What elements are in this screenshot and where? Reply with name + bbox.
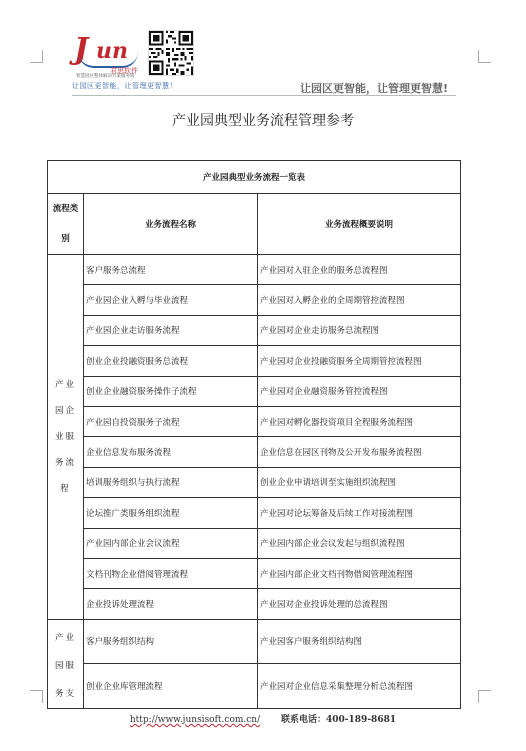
process-desc: 创业企业申请培训至实施组织流程图 [258, 467, 461, 497]
process-name: 培训服务组织与执行流程 [84, 467, 258, 497]
table-row [48, 619, 461, 664]
table-row [48, 437, 461, 467]
table-row [48, 315, 461, 345]
process-name: 企业信息发布服务流程 [84, 437, 258, 467]
logo-company-name: 君思软件 [110, 67, 138, 75]
table-row [48, 467, 461, 497]
crop-mark-top-right [478, 50, 491, 63]
table-row [48, 589, 461, 619]
process-desc: 产业园对企业融资服务管控流程图 [258, 376, 461, 406]
page-footer [0, 712, 526, 725]
process-desc: 产业园对企业信息采集整理分析总流程图 [258, 664, 461, 709]
process-name: 企业投诉处理流程 [84, 589, 258, 619]
qr-code-icon [148, 30, 194, 76]
table-header-row [48, 194, 461, 255]
table-title-row [48, 161, 461, 194]
crop-mark-top-left [30, 50, 43, 63]
table-row [48, 285, 461, 315]
table-row [48, 376, 461, 406]
process-desc: 产业园内部企业会议发起与组织流程图 [258, 528, 461, 558]
process-name: 客户服务总流程 [84, 255, 258, 285]
process-name: 文档刊物企业借阅管理流程 [84, 558, 258, 588]
process-table [47, 160, 461, 709]
footer-phone: 联系电话：400-189-8681 [281, 715, 397, 725]
logo-letters-un: un [96, 38, 128, 64]
document-title: 产业园典型业务流程管理参考 [172, 113, 354, 129]
process-desc: 产业园对孵化器投资项目全程服务流程图 [258, 406, 461, 436]
process-desc: 产业园对入驻企业的服务总流程图 [258, 255, 461, 285]
table-row [48, 255, 461, 285]
table-row [48, 528, 461, 558]
logo-letter-j: J [74, 32, 88, 67]
process-desc: 产业园对论坛筹备及后续工作对接流程图 [258, 498, 461, 528]
process-desc: 产业园对企业投诉处理的总流程图 [258, 589, 461, 619]
table-row [48, 346, 461, 376]
header-slogan-right: 让园区更智能，让管理更智慧! [300, 82, 449, 95]
process-name: 产业园企业走访服务流程 [84, 315, 258, 345]
process-name: 产业园企业入孵与毕业流程 [84, 285, 258, 315]
process-desc: 产业园对企业投融资服务全周期管控流程图 [258, 346, 461, 376]
table-title: 产业园典型业务流程一览表 [48, 161, 461, 194]
process-name: 创业企业库管理流程 [84, 664, 258, 709]
header-divider [72, 95, 456, 96]
company-logo [74, 32, 146, 75]
header-process-desc: 业务流程概要说明 [258, 194, 461, 255]
crop-mark-bottom-right [478, 690, 491, 703]
process-desc: 企业信息在园区刊物及公开发布服务流程图 [258, 437, 461, 467]
logo-description: 智慧园区整体解决方案服务商 [76, 74, 135, 79]
process-name: 创业企业投融资服务总流程 [84, 346, 258, 376]
process-name: 论坛推广类服务组织流程 [84, 498, 258, 528]
table-row [48, 498, 461, 528]
process-name: 产业园自投资服务子流程 [84, 406, 258, 436]
category-cell: 产业园服务支 [48, 619, 84, 708]
process-desc: 产业园对企业走访服务总流程图 [258, 315, 461, 345]
process-desc: 产业园客户服务组织结构图 [258, 619, 461, 664]
category-cell: 产业园企业服务流程 [48, 255, 84, 620]
crop-mark-bottom-left [30, 690, 43, 703]
process-name: 产业园内部企业会议流程 [84, 528, 258, 558]
process-name: 创业企业融资服务操作子流程 [84, 376, 258, 406]
table-row [48, 664, 461, 709]
header-process-type: 流程类别 [48, 194, 84, 255]
process-desc: 产业园内部企业文档刊物借阅管理流程图 [258, 558, 461, 588]
process-name: 客户服务组织结构 [84, 619, 258, 664]
table-row [48, 558, 461, 588]
header-slogan-left: 让园区更智能，让管理更智慧！ [72, 82, 177, 90]
process-desc: 产业园对入孵企业的全周期管控流程图 [258, 285, 461, 315]
table-row [48, 406, 461, 436]
footer-website-link[interactable]: http://www.junsisoft.com.cn/ [129, 715, 261, 725]
header-process-name: 业务流程名称 [84, 194, 258, 255]
